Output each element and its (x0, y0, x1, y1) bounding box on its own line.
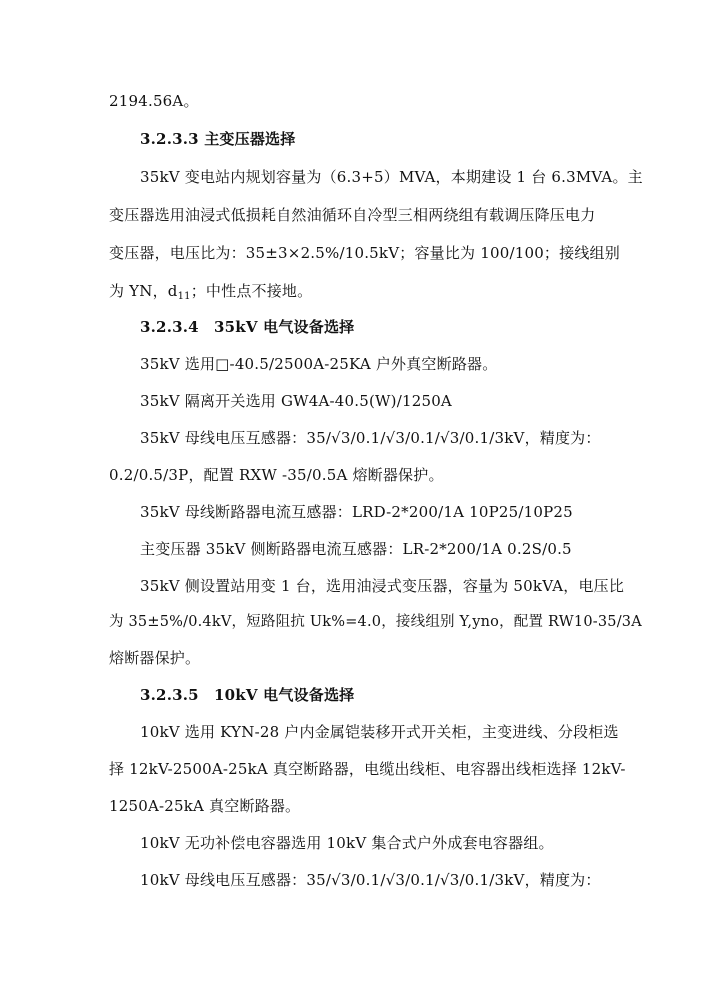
text-line: 35kV 隔离开关选用 GW4A-40.5(W)/1250A (140, 392, 452, 410)
section-heading-3-2-3-3: 3.2.3.3 主变压器选择 (140, 130, 296, 148)
text-line: 熔断器保护。 (109, 649, 201, 667)
text-line-with-subscript (109, 281, 312, 301)
subscript: 11 (177, 291, 191, 302)
text-line: 10kV 母线电压互感器：35/√3/0.1/√3/0.1/√3/0.1/3kV，精度为： (140, 871, 601, 889)
text-line: 变压器选用油浸式低损耗自然油循环自冷型三相两绕组有载调压降压电力 (109, 206, 596, 224)
text-segment: 为 YN，d (109, 282, 178, 300)
text-line: 10kV 选用 KYN-28 户内金属铠装移开式开关柜，主变进线、分段柜选 (140, 723, 619, 741)
text-line: 35kV 母线断路器电流互感器：LRD-2*200/1A 10P25/10P25 (140, 503, 573, 521)
text-line: 择 12kV-2500A-25kA 真空断路器，电缆出线柜、电容器出线柜选择 12kV- (109, 760, 626, 778)
text-line: 10kV 无功补偿电容器选用 10kV 集合式户外成套电容器组。 (140, 834, 554, 852)
text-segment: ；中性点不接地。 (190, 282, 313, 300)
section-heading-3-2-3-5: 3.2.3.5 10kV 电气设备选择 (140, 686, 355, 704)
text-line: 1250A-25kA 真空断路器。 (109, 797, 301, 815)
text-line: 主变压器 35kV 侧断路器电流互感器：LR-2*200/1A 0.2S/0.5 (140, 540, 572, 558)
text-line: 35kV 选用□-40.5/2500A-25KA 户外真空断路器。 (140, 355, 498, 373)
section-heading-3-2-3-4: 3.2.3.4 35kV 电气设备选择 (140, 318, 355, 336)
text-line: 35kV 母线电压互感器：35/√3/0.1/√3/0.1/√3/0.1/3kV，精度为： (140, 429, 601, 447)
text-line: 变压器，电压比为：35±3×2.5%/10.5kV；容量比为 100/100；接线组别 (109, 244, 620, 262)
text-line: 2194.56A。 (109, 92, 199, 110)
text-line: 0.2/0.5/3P，配置 RXW -35/0.5A 熔断器保护。 (109, 466, 444, 484)
text-line: 为 35±5%/0.4kV，短路阻抗 Uk%=4.0，接线组别 Y,yno，配置 RW10-35/3A (109, 614, 642, 630)
text-line: 35kV 侧设置站用变 1 台，选用油浸式变压器，容量为 50kVA，电压比 (140, 577, 625, 595)
text-line: 35kV 变电站内规划容量为（6.3+5）MVA，本期建设 1 台 6.3MVA。主 (140, 168, 643, 186)
